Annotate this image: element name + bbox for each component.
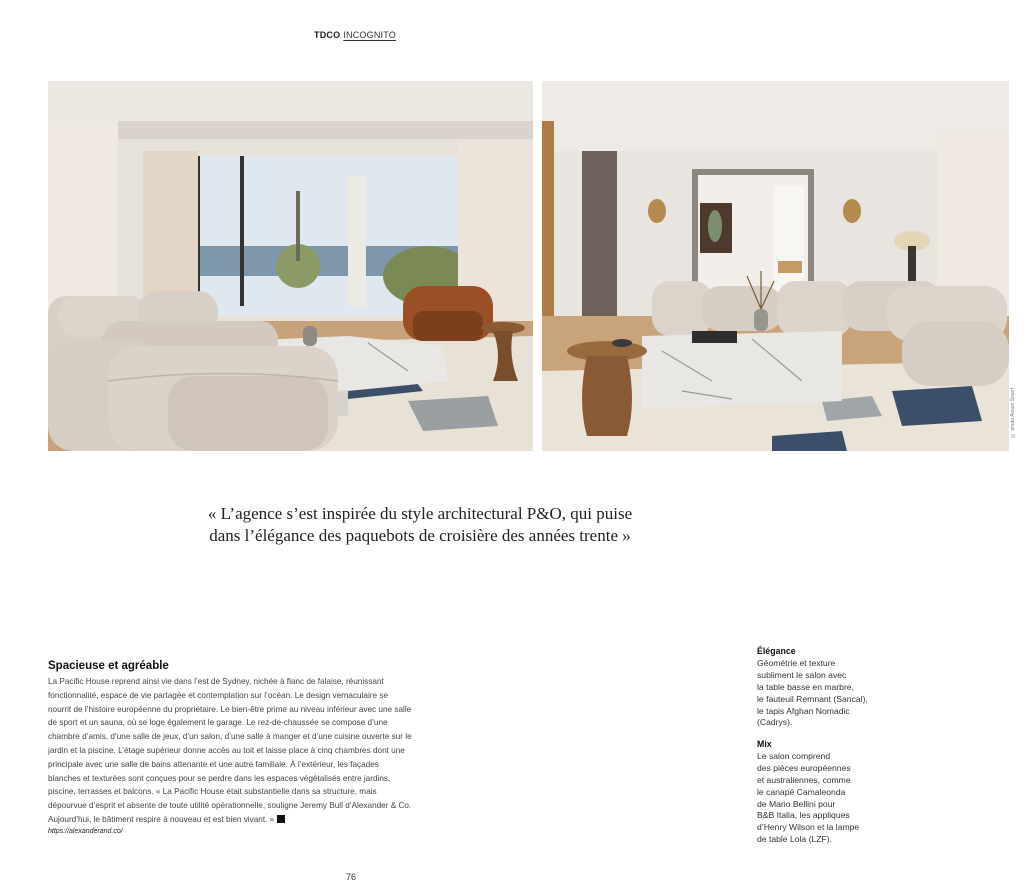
article-body	[48, 675, 413, 827]
article-body-text: La Pacific House reprend ainsi vie dans l’est de Sydney, nichée à flanc de falaise, réunissant fonctionnalité, espace de vie partagée et contemplation sur l’océan. Le design vernaculaire se nourrit de l’histoire européenne du propriétaire. Le bien-être prime au niveau inférieur avec une salle de sport et un sauna, où se loge également le garage. Le rez-de-chaussée se compose d’une chambre d’amis, d’une salle de jeux, d’un salon, d’une salle à manger et d’une cuisine ouverte sur le jardin et la piscine. L’étage supérieur donne accès au toit et laisse place à cinq chambres dont une principale avec une salle de bains attenante et une autre familiale. À l’extérieur, les façades blanches et texturées sont conçues pour se perdre dans les espaces végétalisés entre jardins, piscine, terrasses et balcons. « La Pacific House était substantielle dans sa structure, mais dépourvue d’esprit et absente de toute utilité opérationnelle, souligne Jeremy Bull d’Alexander & Co. Aujourd’hui, le bâtiment respire à nouveau et est bien vivant. »	[48, 677, 412, 824]
end-of-article-square-icon	[277, 815, 285, 823]
living-room-photo-right	[542, 81, 1009, 451]
section-name: INCOGNITO	[343, 30, 396, 40]
caption-text: Le salon comprend des pièces européennes et australiennes, comme le canapé Camaleonda de Mario Bellini pour B&B Italia, les appliques d’Henry Wilson et la lampe de table Lola (LZF).	[757, 750, 860, 845]
article-section	[48, 660, 413, 835]
pull-quote-line-2: dans l’élégance des paquebots de croisière des années trente »	[209, 526, 631, 545]
caption-title: Mix	[757, 739, 772, 749]
caption-text: Géométrie et texture subliment le salon avec la table basse en marbre, le fauteuil Remnant (Sancal), le tapis Afghan Nomadic (Cadrys).	[757, 657, 868, 728]
page-number: 76	[346, 872, 357, 882]
caption-mix	[757, 739, 897, 846]
salon-sofa-image	[542, 81, 1009, 451]
pull-quote	[160, 503, 680, 547]
pull-quote-line-1: « L’agence s’est inspirée du style architectural P&O, qui puise	[207, 504, 633, 523]
photo-credit: © photo Anson Smart	[1010, 388, 1016, 438]
running-header	[314, 30, 396, 40]
article-source-link[interactable]: https://alexanderand.co/	[48, 827, 123, 835]
living-room-terrace-image	[48, 81, 533, 451]
magazine-brand: TDCO	[314, 30, 341, 40]
living-room-photo-left	[48, 81, 533, 451]
caption-elegance	[757, 646, 897, 729]
caption-title: Élégance	[757, 646, 796, 656]
article-heading: Spacieuse et agréable	[48, 660, 169, 672]
